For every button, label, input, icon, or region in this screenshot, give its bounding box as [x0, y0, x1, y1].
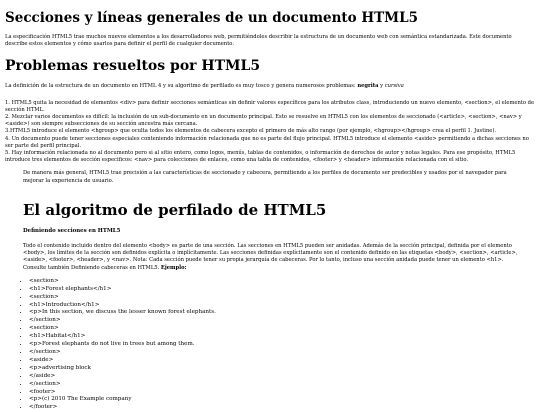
code-line: • <h1>Introduction</h1> — [29, 302, 535, 310]
code-line: • <footer> — [29, 389, 535, 397]
example-label: Ejemplo: — [160, 264, 187, 271]
list-item: 3.HTML5 introduce el elemento <hgroup> que oculta todos los elementos de cabecera excepto el primero de más alto rango (por ejemplo, <hgroup></hgroup> crea el perfil 1. Justine). — [5, 128, 497, 135]
list-item: 2. Mezclar varios documentos es difícil: la inclusión de un sub-documento en un documento principal. Esto se resuelve en HTML5 con los elementos de seccionado (<article>, <section>, <nav> y <aside>) son siempre subsecciones de su sección ancestra más cercana. — [5, 114, 522, 128]
code-line: • <p>(c) 2010 The Example company — [29, 396, 535, 404]
code-line: • <section> — [29, 278, 535, 286]
problems-lead-paragraph — [5, 83, 535, 90]
and-text: y — [378, 83, 385, 90]
code-line: • </section> — [29, 381, 535, 389]
code-line: • </aside> — [29, 373, 535, 381]
code-example-list — [5, 278, 535, 412]
code-line: • </footer> — [29, 404, 535, 412]
list-item: 1. HTML5 quita la necesidad de elementos <div> para definir secciones semánticas sin definir valores específicos para los atributos class, introduciendo un nuevo elemento, <section>, el elemento de sección HTML. — [5, 99, 535, 113]
code-line: • </section> — [29, 349, 535, 357]
sections-paragraph — [23, 243, 527, 272]
list-item: 5. Hay información relacionada no al documento pero si al sitio entero, como logos, menús, tablas de contenidos, o información de derechos de autor y notas legales. Para ese propósito, HTML5 introduce tres elementos de sección especificos: <nav> para colecciones de enlaces, como una tabla de contenidos, <footer> y <header> información relacionada con el sitio. — [5, 150, 516, 164]
problems-lead-text: La definición de la estructura de un documento en HTML 4 y su algoritmo de perfilado es muy tosco y genera numerosos problemas: — [5, 83, 358, 90]
subheading-defining-sections: Definiendo secciones en HTML5 — [23, 227, 121, 234]
code-line: • <aside> — [29, 357, 535, 365]
page-title: Secciones y líneas generales de un documento HTML5 — [5, 10, 418, 26]
intro-paragraph: La especificación HTML5 trae muchos nuevos elementos a los desarrolladores web, permitiéndoles describir la estructura de un documento web con semántica estandarizada. Este documento describe estos elementos y cómo usarlos para definir el perfil de cualquier documento. — [5, 34, 512, 48]
code-line: • <h1>Forest elephants</h1> — [29, 286, 535, 294]
section-heading-problems: Problemas resueltos por HTML5 — [5, 58, 261, 75]
italic-text: cursiva — [384, 83, 404, 90]
code-line: • <p>Forest elephants do not live in trees but among them. — [29, 341, 535, 349]
code-line: • <p>advertising block — [29, 365, 535, 373]
code-line: • <h1>Habitat</h1> — [29, 333, 535, 341]
bold-text: negrita — [357, 83, 379, 90]
code-line: • <section> — [29, 294, 535, 302]
code-line: • <section> — [29, 325, 535, 333]
closing-paragraph: De manera más general, HTML5 trae precisión a las características de seccionado y cabecera, permitiendo a los perfiles de documento ser predecibles y usados por el navegador para mejorar la experiencia de usuario. — [23, 170, 507, 184]
code-line: • </section> — [29, 317, 535, 325]
section-heading-algorithm: El algoritmo de perfilado de HTML5 — [23, 200, 327, 219]
problems-list — [5, 100, 535, 165]
list-item: 4. Un documento puede tener secciones especiales conteniendo información relacionada que no es parte del flujo principal. HTML5 introduce el elemento <aside> permitiendo a dichas secciones no ser parte del perfil principal. — [5, 135, 529, 149]
sections-paragraph-text: Todo el contenido incluido dentro del elemento <body> es parte de una sección. Las secciones en HTML5 pueden ser anidadas. Además de la sección principal, definida por el elemento <body>, los límites de la sección son definidos explícita o implícitamente. Las secciones definidas explícitamente son el contenido definido en las etiquetas <body>, <section>, <article>, <aside>, <footer>, <header>, y <nav>. Nota: Cada sección puede tener su propia jerarquía de cabeceras. Por lo tanto, incluso una sección anidada puede tener un elemento <h1>. Consulte también Definiendo cabeceras en HTML5. — [23, 243, 518, 271]
code-line: • <p>In this section, we discuss the lesser known forest elephants. — [29, 309, 535, 317]
